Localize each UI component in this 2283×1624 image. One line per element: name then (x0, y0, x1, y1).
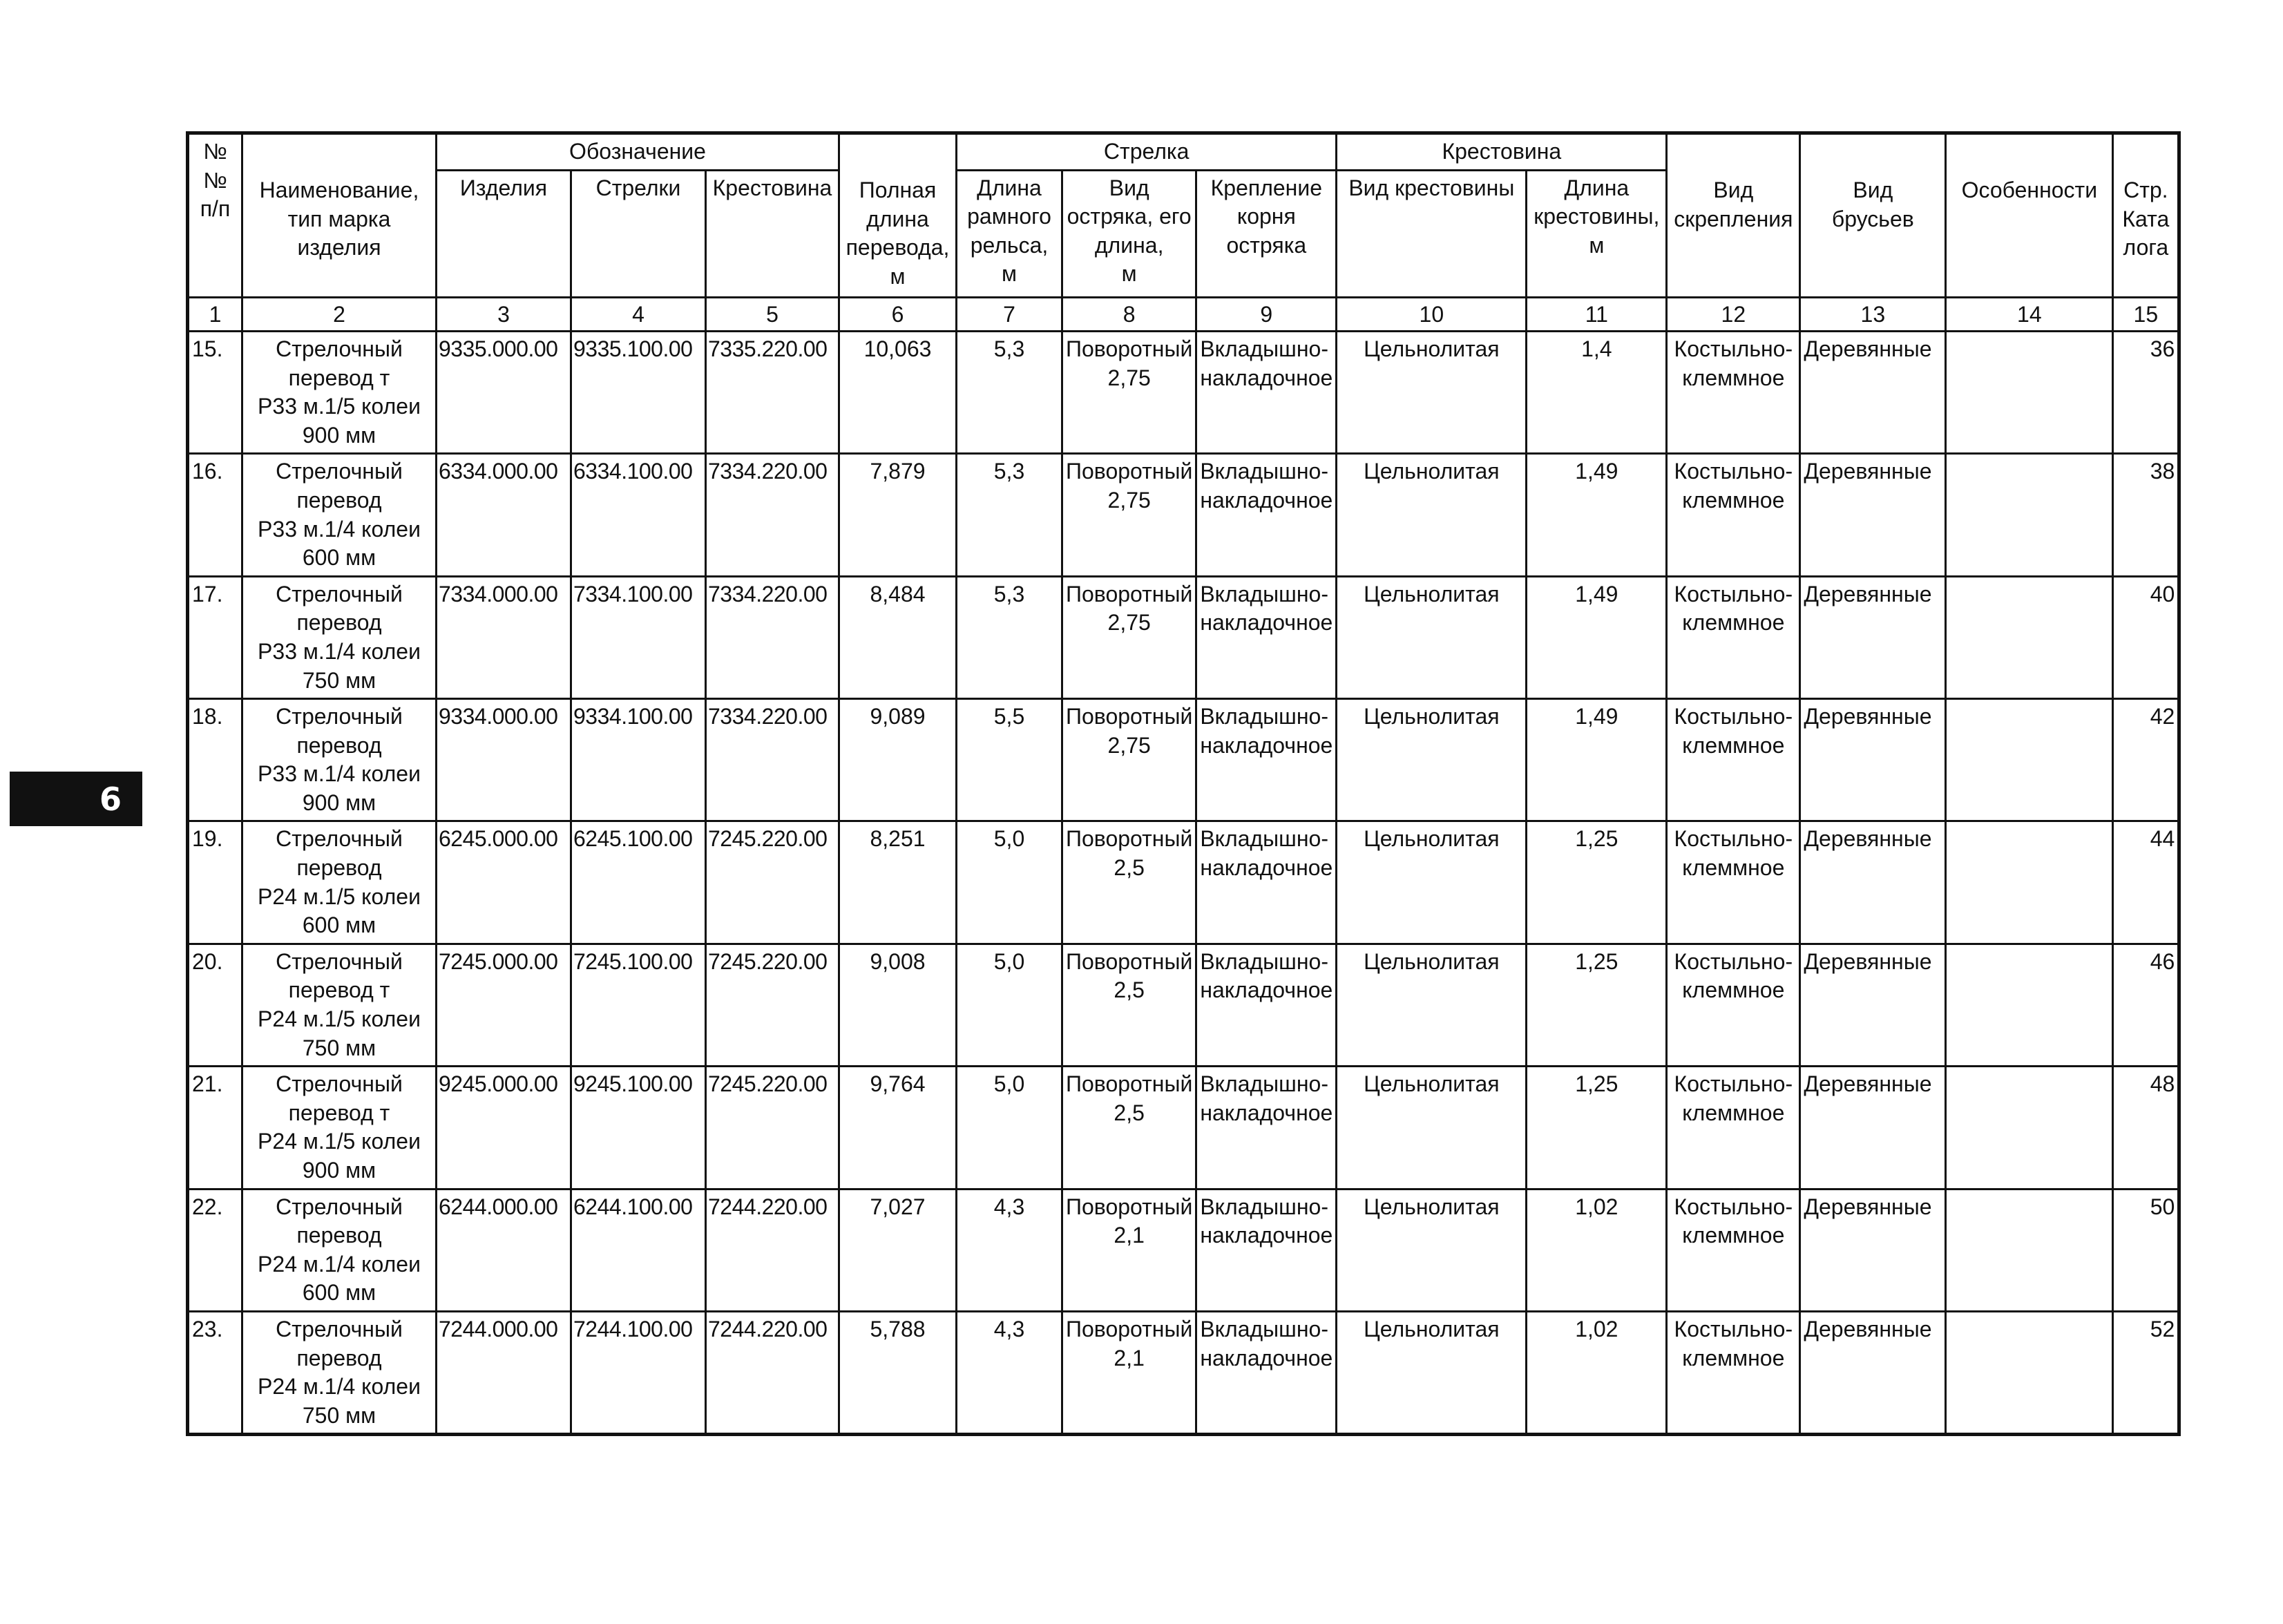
table-body (188, 331, 2179, 1434)
row-frog-length: 1,49 (1527, 576, 1667, 698)
row-frog-type: Цельнолитая (1337, 1067, 1527, 1189)
row-product-code: 9334.000.00 (437, 699, 571, 821)
row-features (1946, 699, 2113, 821)
row-full-length: 8,484 (839, 576, 957, 698)
row-stock-rail-length: 5,3 (957, 331, 1062, 453)
table-row (188, 331, 2179, 453)
row-stock-rail-length: 5,3 (957, 454, 1062, 576)
row-frog-type: Цельнолитая (1337, 454, 1527, 576)
row-catalog-page: 36 (2113, 331, 2179, 453)
row-frog-type: Цельнолитая (1337, 821, 1527, 944)
row-heel-fastening: Вкладышно- накладочное (1196, 821, 1337, 944)
row-name: Стрелочный перевод т Р33 м.1/5 колеи 900 мм (242, 331, 437, 453)
table-row (188, 944, 2179, 1066)
row-frog-code: 7245.220.00 (706, 1067, 839, 1189)
header-sleepers: Вид брусьев (1800, 133, 1946, 298)
row-number: 23. (188, 1311, 242, 1434)
column-number: 13 (1800, 297, 1946, 331)
table-row (188, 576, 2179, 698)
row-number: 17. (188, 576, 242, 698)
row-point-type: Поворотный 2,5 (1062, 944, 1196, 1066)
row-full-length: 9,089 (839, 699, 957, 821)
row-switch-code: 9334.100.00 (571, 699, 706, 821)
row-frog-type: Цельнолитая (1337, 576, 1527, 698)
row-point-type: Поворотный 2,5 (1062, 821, 1196, 944)
row-frog-type: Цельнолитая (1337, 1311, 1527, 1434)
row-switch-code: 7245.100.00 (571, 944, 706, 1066)
row-name: Стрелочный перевод Р33 м.1/4 колеи 600 мм (242, 454, 437, 576)
row-frog-code: 7335.220.00 (706, 331, 839, 453)
column-number: 1 (188, 297, 242, 331)
row-fastening-type: Костыльно- клеммное (1667, 454, 1800, 576)
row-frog-type: Цельнолитая (1337, 944, 1527, 1066)
row-features (1946, 944, 2113, 1066)
header-features: Особенности (1946, 133, 2113, 298)
row-stock-rail-length: 5,0 (957, 821, 1062, 944)
row-full-length: 9,008 (839, 944, 957, 1066)
row-switch-code: 7244.100.00 (571, 1311, 706, 1434)
row-sleeper-type: Деревянные (1800, 944, 1946, 1066)
row-stock-rail-length: 5,3 (957, 576, 1062, 698)
row-features (1946, 1311, 2113, 1434)
header-frog-designation: Крестовина (706, 170, 839, 297)
row-full-length: 7,027 (839, 1189, 957, 1311)
row-switch-code: 6245.100.00 (571, 821, 706, 944)
row-name: Стрелочный перевод Р33 м.1/4 колеи 900 мм (242, 699, 437, 821)
column-number: 12 (1667, 297, 1800, 331)
row-point-type: Поворотный 2,75 (1062, 454, 1196, 576)
row-point-type: Поворотный 2,1 (1062, 1189, 1196, 1311)
column-number: 2 (242, 297, 437, 331)
table-row (188, 1067, 2179, 1189)
row-name: Стрелочный перевод Р33 м.1/4 колеи 750 мм (242, 576, 437, 698)
row-frog-length: 1,49 (1527, 699, 1667, 821)
header-num: №№ п/п (188, 133, 242, 298)
column-number: 9 (1196, 297, 1337, 331)
header-full-length: Полная длина перевода, м (839, 133, 957, 298)
header-name: Наименование, тип марка изделия (242, 133, 437, 298)
column-number: 5 (706, 297, 839, 331)
header-group-switch: Стрелка (957, 133, 1337, 171)
row-features (1946, 576, 2113, 698)
row-catalog-page: 42 (2113, 699, 2179, 821)
row-sleeper-type: Деревянные (1800, 821, 1946, 944)
header-frog-type: Вид крестовины (1337, 170, 1527, 297)
row-stock-rail-length: 4,3 (957, 1311, 1062, 1434)
row-sleeper-type: Деревянные (1800, 699, 1946, 821)
header-product: Изделия (437, 170, 571, 297)
row-catalog-page: 50 (2113, 1189, 2179, 1311)
row-switch-code: 9245.100.00 (571, 1067, 706, 1189)
row-switch-code: 9335.100.00 (571, 331, 706, 453)
table-row (188, 1189, 2179, 1311)
row-frog-length: 1,02 (1527, 1311, 1667, 1434)
row-frog-code: 7245.220.00 (706, 944, 839, 1066)
row-switch-code: 7334.100.00 (571, 576, 706, 698)
row-heel-fastening: Вкладышно- накладочное (1196, 699, 1337, 821)
row-number: 19. (188, 821, 242, 944)
row-product-code: 6245.000.00 (437, 821, 571, 944)
row-frog-length: 1,49 (1527, 454, 1667, 576)
row-frog-length: 1,02 (1527, 1189, 1667, 1311)
turnout-spec-table (186, 131, 2181, 1436)
row-fastening-type: Костыльно- клеммное (1667, 331, 1800, 453)
row-sleeper-type: Деревянные (1800, 1311, 1946, 1434)
row-number: 18. (188, 699, 242, 821)
table-row (188, 699, 2179, 821)
row-name: Стрелочный перевод Р24 м.1/4 колеи 600 мм (242, 1189, 437, 1311)
row-frog-length: 1,4 (1527, 331, 1667, 453)
row-name: Стрелочный перевод Р24 м.1/4 колеи 750 мм (242, 1311, 437, 1434)
row-frog-code: 7334.220.00 (706, 699, 839, 821)
row-product-code: 7245.000.00 (437, 944, 571, 1066)
header-stock-rail-length: Длина рамного рельса, м (957, 170, 1062, 297)
header-frog-length: Длина крестовины, м (1527, 170, 1667, 297)
row-product-code: 9245.000.00 (437, 1067, 571, 1189)
row-frog-code: 7245.220.00 (706, 821, 839, 944)
table-row (188, 1311, 2179, 1434)
row-sleeper-type: Деревянные (1800, 576, 1946, 698)
header-catalog-page: Стр. Ката лога (2113, 133, 2179, 298)
row-features (1946, 821, 2113, 944)
column-number: 4 (571, 297, 706, 331)
row-catalog-page: 38 (2113, 454, 2179, 576)
header-point-type: Вид остряка, его длина, м (1062, 170, 1196, 297)
row-frog-code: 7334.220.00 (706, 454, 839, 576)
row-catalog-page: 46 (2113, 944, 2179, 1066)
row-product-code: 6244.000.00 (437, 1189, 571, 1311)
row-full-length: 7,879 (839, 454, 957, 576)
column-number: 8 (1062, 297, 1196, 331)
row-stock-rail-length: 4,3 (957, 1189, 1062, 1311)
column-number: 14 (1946, 297, 2113, 331)
row-stock-rail-length: 5,0 (957, 1067, 1062, 1189)
row-heel-fastening: Вкладышно- накладочное (1196, 331, 1337, 453)
row-number: 21. (188, 1067, 242, 1189)
row-heel-fastening: Вкладышно- накладочное (1196, 1067, 1337, 1189)
row-features (1946, 454, 2113, 576)
row-switch-code: 6244.100.00 (571, 1189, 706, 1311)
row-frog-type: Цельнолитая (1337, 699, 1527, 821)
row-frog-code: 7244.220.00 (706, 1311, 839, 1434)
row-fastening-type: Костыльно- клеммное (1667, 1067, 1800, 1189)
row-name: Стрелочный перевод т Р24 м.1/5 колеи 750 мм (242, 944, 437, 1066)
row-heel-fastening: Вкладышно- накладочное (1196, 576, 1337, 698)
row-product-code: 7244.000.00 (437, 1311, 571, 1434)
row-heel-fastening: Вкладышно- накладочное (1196, 1311, 1337, 1434)
row-sleeper-type: Деревянные (1800, 454, 1946, 576)
row-fastening-type: Костыльно- клеммное (1667, 944, 1800, 1066)
row-switch-code: 6334.100.00 (571, 454, 706, 576)
row-product-code: 6334.000.00 (437, 454, 571, 576)
column-number: 6 (839, 297, 957, 331)
column-number: 10 (1337, 297, 1527, 331)
row-fastening-type: Костыльно- клеммное (1667, 576, 1800, 698)
table-row (188, 821, 2179, 944)
row-fastening-type: Костыльно- клеммное (1667, 1189, 1800, 1311)
row-stock-rail-length: 5,5 (957, 699, 1062, 821)
header-row-groups (188, 133, 2179, 171)
header-group-designation: Обозначение (437, 133, 839, 171)
row-frog-length: 1,25 (1527, 821, 1667, 944)
row-fastening-type: Костыльно- клеммное (1667, 699, 1800, 821)
row-full-length: 5,788 (839, 1311, 957, 1434)
row-frog-length: 1,25 (1527, 944, 1667, 1066)
row-stock-rail-length: 5,0 (957, 944, 1062, 1066)
row-full-length: 9,764 (839, 1067, 957, 1189)
row-catalog-page: 52 (2113, 1311, 2179, 1434)
row-product-code: 9335.000.00 (437, 331, 571, 453)
row-name: Стрелочный перевод т Р24 м.1/5 колеи 900 мм (242, 1067, 437, 1189)
row-sleeper-type: Деревянные (1800, 331, 1946, 453)
column-number: 3 (437, 297, 571, 331)
header-group-frog: Крестовина (1337, 133, 1667, 171)
row-fastening-type: Костыльно- клеммное (1667, 821, 1800, 944)
column-number: 15 (2113, 297, 2179, 331)
row-frog-type: Цельнолитая (1337, 1189, 1527, 1311)
row-number: 22. (188, 1189, 242, 1311)
row-point-type: Поворотный 2,1 (1062, 1311, 1196, 1434)
row-sleeper-type: Деревянные (1800, 1067, 1946, 1189)
row-sleeper-type: Деревянные (1800, 1189, 1946, 1311)
row-name: Стрелочный перевод Р24 м.1/5 колеи 600 мм (242, 821, 437, 944)
row-point-type: Поворотный 2,75 (1062, 576, 1196, 698)
row-fastening-type: Костыльно- клеммное (1667, 1311, 1800, 1434)
row-frog-code: 7244.220.00 (706, 1189, 839, 1311)
row-number: 16. (188, 454, 242, 576)
row-features (1946, 1189, 2113, 1311)
section-tab: 6 (10, 772, 142, 826)
row-catalog-page: 48 (2113, 1067, 2179, 1189)
column-number: 7 (957, 297, 1062, 331)
row-heel-fastening: Вкладышно- накладочное (1196, 454, 1337, 576)
row-number: 15. (188, 331, 242, 453)
row-number: 20. (188, 944, 242, 1066)
row-features (1946, 1067, 2113, 1189)
row-heel-fastening: Вкладышно- накладочное (1196, 944, 1337, 1066)
column-number: 11 (1527, 297, 1667, 331)
header-switch: Стрелки (571, 170, 706, 297)
row-frog-code: 7334.220.00 (706, 576, 839, 698)
row-frog-type: Цельнолитая (1337, 331, 1527, 453)
row-full-length: 10,063 (839, 331, 957, 453)
column-number-row (188, 297, 2179, 331)
row-catalog-page: 44 (2113, 821, 2179, 944)
row-point-type: Поворотный 2,75 (1062, 699, 1196, 821)
row-features (1946, 331, 2113, 453)
row-heel-fastening: Вкладышно- накладочное (1196, 1189, 1337, 1311)
row-full-length: 8,251 (839, 821, 957, 944)
row-frog-length: 1,25 (1527, 1067, 1667, 1189)
row-point-type: Поворотный 2,75 (1062, 331, 1196, 453)
row-catalog-page: 40 (2113, 576, 2179, 698)
table-row (188, 454, 2179, 576)
header-heel-fastening: Крепление корня остряка (1196, 170, 1337, 297)
row-product-code: 7334.000.00 (437, 576, 571, 698)
header-fastening: Вид скрепления (1667, 133, 1800, 298)
row-point-type: Поворотный 2,5 (1062, 1067, 1196, 1189)
